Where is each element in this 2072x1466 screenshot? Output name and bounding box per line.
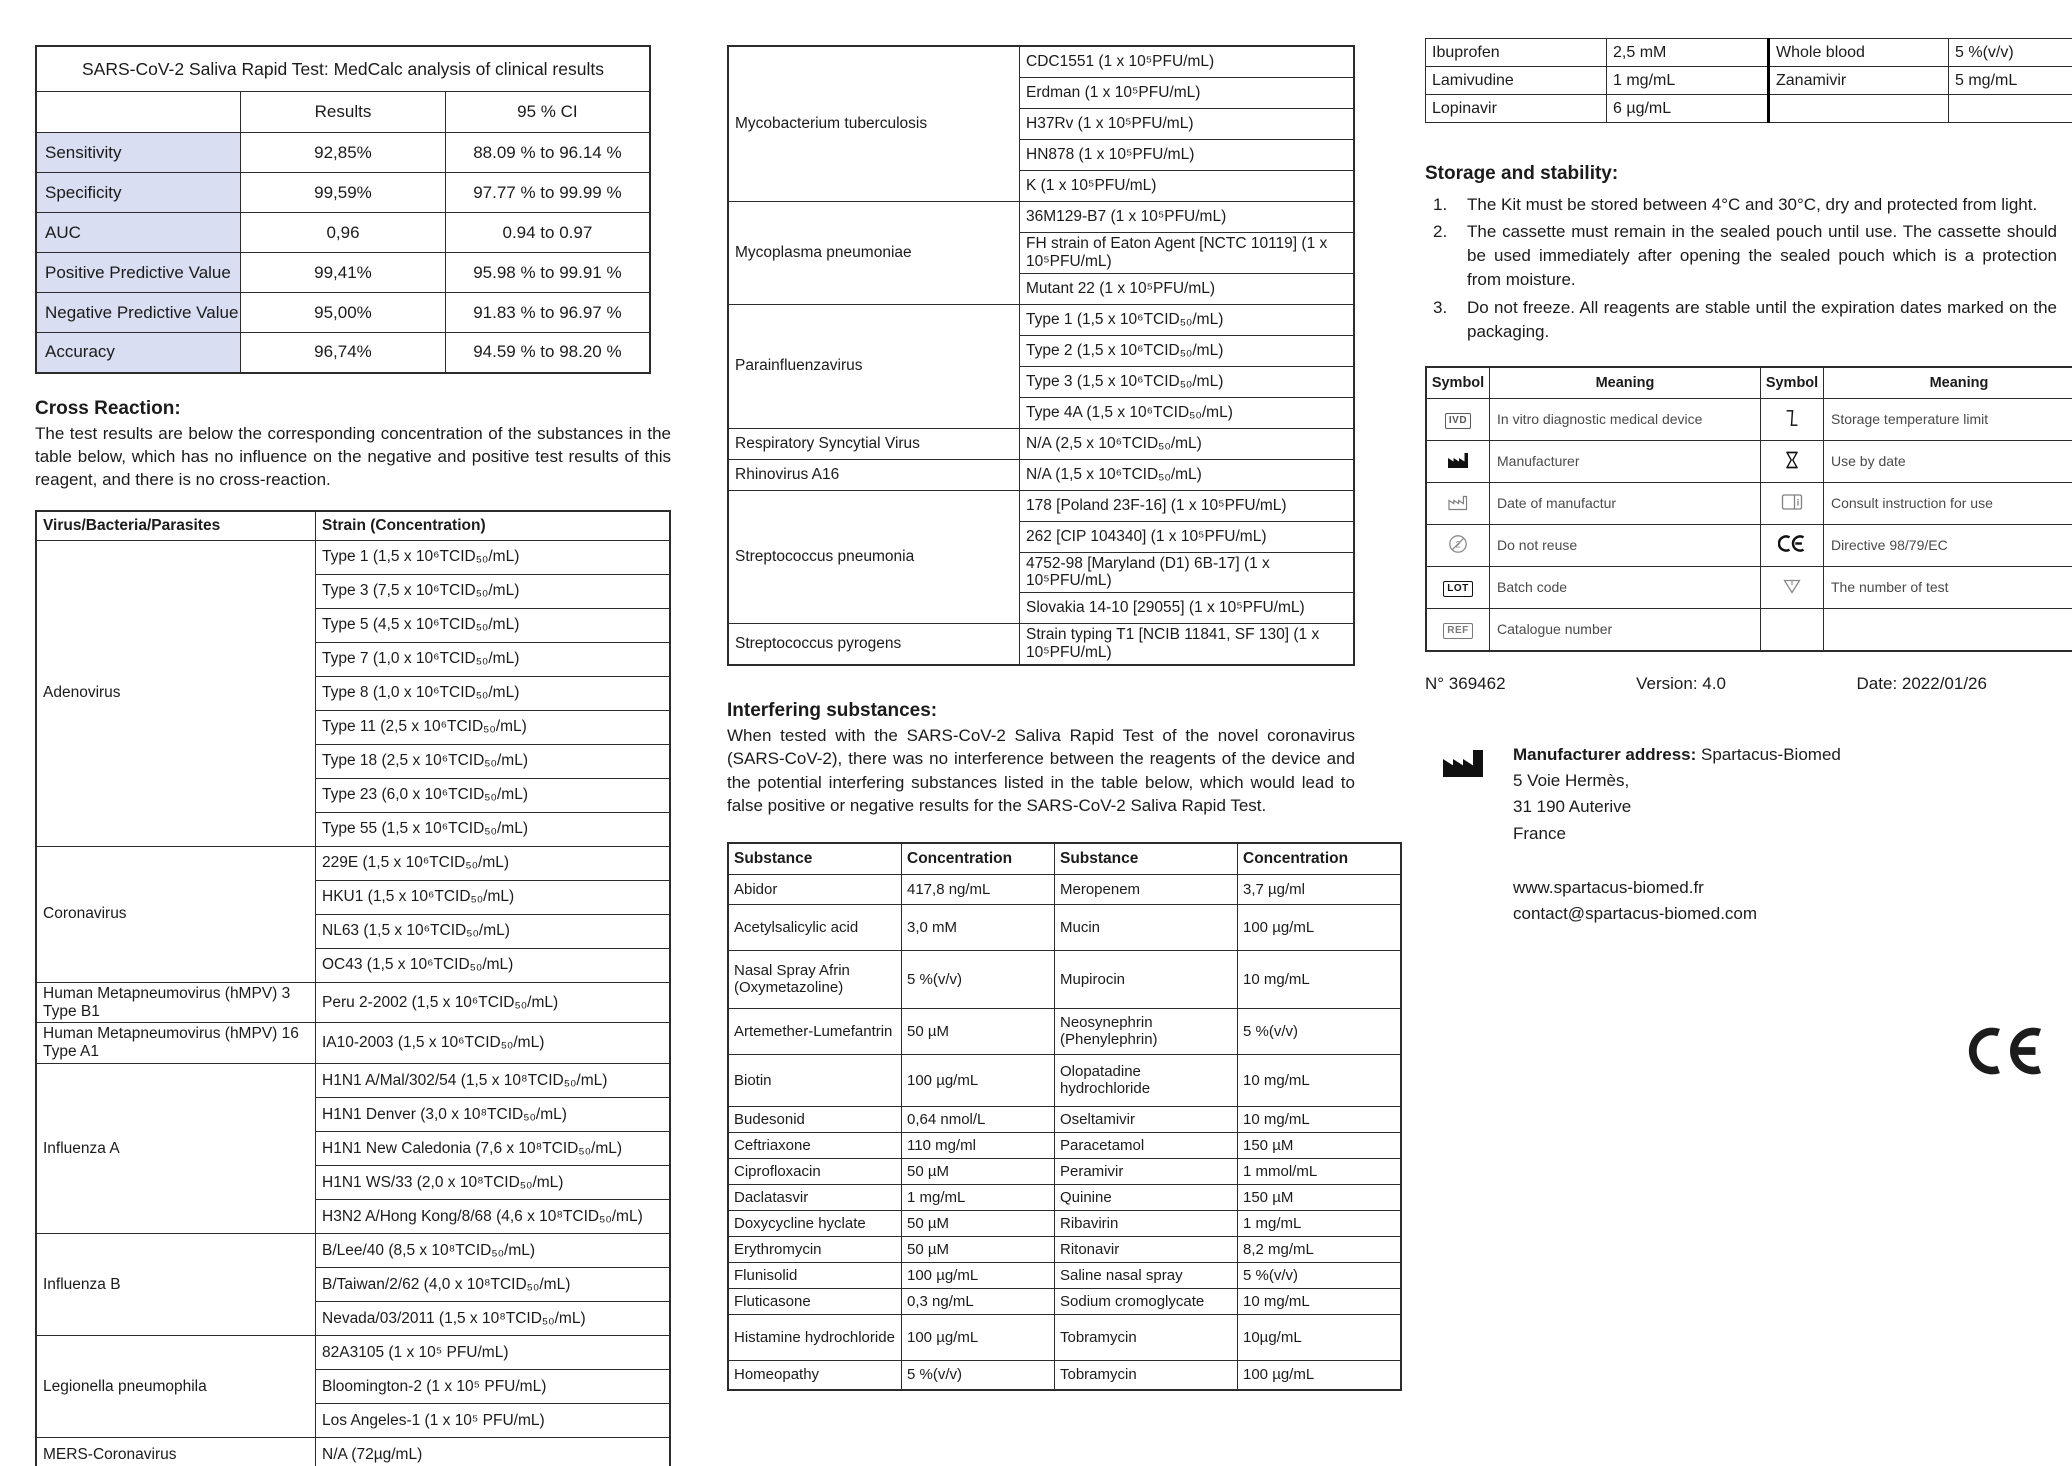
medcalc-header-blank [36, 92, 241, 133]
manufacturer-icon [1426, 440, 1490, 482]
pathogen-name-cell: Influenza B [36, 1234, 316, 1336]
symbol-meaning-cell: In vitro diagnostic medical device [1490, 398, 1761, 440]
pathogen-name-cell: Mycoplasma pneumoniae [728, 202, 1020, 305]
cross-reaction-table-left [35, 510, 671, 1466]
concentration-cell: 5 %(v/v) [902, 950, 1055, 1008]
substance-cell: Fluticasone [728, 1288, 902, 1314]
strain-cell: Los Angeles-1 (1 x 10⁵ PFU/mL) [316, 1404, 671, 1438]
manufacturer-address-lines [1513, 768, 2057, 847]
right-column [1425, 38, 2057, 928]
metric-ci: 94.59 % to 98.20 % [445, 333, 650, 373]
manufacturer-name: Spartacus-Biomed [1701, 744, 1841, 764]
metric-label: AUC [36, 213, 241, 253]
manufacturer-address-line: 31 190 Auterive [1513, 797, 1632, 817]
symbols-header-meaning-1: Meaning [1490, 367, 1761, 399]
cross-reaction-row [728, 428, 1354, 459]
consult-instructions-icon [1761, 482, 1824, 524]
pathogen-name-cell: Parainfluenzavirus [728, 304, 1020, 428]
substance-cell: Paracetamol [1055, 1132, 1238, 1158]
cross-reaction-row [728, 304, 1354, 335]
interfering-substances-paragraph: When tested with the SARS-CoV-2 Saliva Rapid Test of the novel coronavirus (SARS-CoV-2), there was no interference between the reagents of the device and the potential interfering substances listed in the table below, which would lead to false positive or negative results for the SARS-CoV-2 Saliva Rapid Test. [727, 725, 1355, 816]
strain-cell: N/A (1,5 x 10⁶TCID₅₀/mL) [1020, 459, 1355, 490]
symbol-meaning-cell: Catalogue number [1490, 608, 1761, 651]
temperature-limit-icon [1761, 398, 1824, 440]
symbol-icon-cell-empty [1761, 608, 1824, 651]
substance-cell: Histamine hydrochloride [728, 1314, 902, 1360]
strain-cell: Mutant 22 (1 x 10⁵PFU/mL) [1020, 273, 1355, 304]
strain-cell: Type 7 (1,0 x 10⁶TCID₅₀/mL) [316, 642, 671, 676]
symbols-header-row [1426, 367, 2072, 399]
storage-heading: Storage and stability: [1425, 163, 1619, 184]
interfering-row [728, 1054, 1401, 1106]
pathogen-name-cell: MERS-Coronavirus [36, 1438, 316, 1466]
concentration-cell: 10 mg/mL [1238, 1106, 1402, 1132]
metric-ci: 97.77 % to 99.99 % [445, 173, 650, 213]
interfering-row [728, 904, 1401, 950]
metric-result: 99,41% [241, 253, 446, 293]
strain-cell: Type 1 (1,5 x 10⁶TCID₅₀/mL) [316, 540, 671, 574]
concentration-cell: 50 µM [902, 1210, 1055, 1236]
substance-cell: Tobramycin [1055, 1360, 1238, 1390]
symbol-meaning-cell: Directive 98/79/EC [1824, 524, 2072, 566]
metric-ci: 0.94 to 0.97 [445, 213, 650, 253]
substance-cell: Whole blood [1769, 39, 1949, 67]
concentration-cell: 1 mg/mL [1607, 67, 1769, 95]
strain-cell: 229E (1,5 x 10⁶TCID₅₀/mL) [316, 846, 671, 880]
ce-mark-icon [1966, 1026, 2044, 1081]
metric-label: Accuracy [36, 333, 241, 373]
strain-cell: N/A (72µg/mL) [316, 1438, 671, 1466]
strain-cell: CDC1551 (1 x 10⁵PFU/mL) [1020, 46, 1355, 78]
concentration-cell: 5 %(v/v) [1238, 1008, 1402, 1054]
cross-reaction-row [36, 982, 670, 1023]
cross-reaction-header-row [36, 511, 670, 541]
metric-row [36, 213, 650, 253]
substance-cell: Daclatasvir [728, 1184, 902, 1210]
svg-text:i: i [1796, 497, 1800, 508]
strain-cell: 262 [CIP 104340] (1 x 10⁵PFU/mL) [1020, 521, 1355, 552]
interfering-row [728, 950, 1401, 1008]
symbols-row [1426, 566, 2072, 608]
cross-reaction-table-left-body [36, 540, 670, 1466]
strain-cell: 178 [Poland 23F-16] (1 x 10⁵PFU/mL) [1020, 490, 1355, 521]
metric-row [36, 333, 650, 373]
concentration-cell: 150 µM [1238, 1132, 1402, 1158]
do-not-reuse-icon [1426, 524, 1490, 566]
interfering-row [728, 1106, 1401, 1132]
pathogen-name-cell: Coronavirus [36, 846, 316, 982]
substance-cell: Flunisolid [728, 1262, 902, 1288]
strain-cell: 36M129-B7 (1 x 10⁵PFU/mL) [1020, 202, 1355, 233]
substance-cell: Erythromycin [728, 1236, 902, 1262]
strain-cell: HKU1 (1,5 x 10⁶TCID₅₀/mL) [316, 880, 671, 914]
pathogen-name-cell: Streptococcus pneumonia [728, 490, 1020, 624]
interfering-continuation-row [1426, 95, 2072, 123]
symbol-meaning-cell: Consult instruction for use [1824, 482, 2072, 524]
cross-reaction-paragraph: The test results are below the corresponding concentration of the substances in the table below, which has no influence on the negative and positive test results of this reagent, and there is no cross-reaction. [35, 423, 671, 490]
metric-result: 96,74% [241, 333, 446, 373]
substance-cell: Biotin [728, 1054, 902, 1106]
manufacturer-website: www.spartacus-biomed.fr [1513, 878, 1704, 898]
ce-icon [1761, 524, 1824, 566]
cross-reaction-row [36, 1336, 670, 1370]
concentration-cell: 1 mg/mL [902, 1184, 1055, 1210]
interfering-row [728, 1132, 1401, 1158]
interfering-header-substance-2: Substance [1055, 843, 1238, 875]
cross-reaction-row [36, 1023, 670, 1064]
manufacturer-address-heading [1513, 742, 2057, 768]
metric-result: 0,96 [241, 213, 446, 253]
substance-cell: Meropenem [1055, 874, 1238, 904]
cross-reaction-row [728, 490, 1354, 521]
strain-cell: B/Taiwan/2/62 (4,0 x 10⁸TCID₅₀/mL) [316, 1268, 671, 1302]
concentration-cell: 5 %(v/v) [902, 1360, 1055, 1390]
release-version: Version: 4.0 [1636, 673, 1726, 693]
substance-cell: Lopinavir [1426, 95, 1607, 123]
strain-cell: NL63 (1,5 x 10⁶TCID₅₀/mL) [316, 914, 671, 948]
substance-cell: Ciprofloxacin [728, 1158, 902, 1184]
interfering-table-body [728, 874, 1401, 1390]
release-date: Date: 2022/01/26 [1856, 673, 1987, 693]
concentration-cell: 1 mmol/mL [1238, 1158, 1402, 1184]
interfering-continuation-row [1426, 67, 2072, 95]
strain-cell: N/A (2,5 x 10⁶TCID₅₀/mL) [1020, 428, 1355, 459]
pathogen-name-cell: Human Metapneumovirus (hMPV) 16 Type A1 [36, 1023, 316, 1064]
substance-cell: Mupirocin [1055, 950, 1238, 1008]
strain-cell: 4752-98 [Maryland (D1) 6B-17] (1 x 10⁵PFU/mL) [1020, 552, 1355, 593]
substance-cell: Zanamivir [1769, 67, 1949, 95]
strain-cell: Bloomington-2 (1 x 10⁵ PFU/mL) [316, 1370, 671, 1404]
interfering-continuation-row [1426, 39, 2072, 67]
pathogen-name-cell: Adenovirus [36, 540, 316, 846]
interfering-substances-heading: Interfering substances: [727, 699, 938, 721]
substance-cell: Oseltamivir [1055, 1106, 1238, 1132]
interfering-header-concentration-1: Concentration [902, 843, 1055, 875]
number-of-test-icon [1761, 566, 1824, 608]
pathogen-name-cell: Streptococcus pyrogens [728, 624, 1020, 665]
strain-cell: Type 11 (2,5 x 10⁶TCID₅₀/mL) [316, 710, 671, 744]
manufacturer-email: contact@spartacus-biomed.com [1513, 904, 1758, 924]
symbol-meaning-cell: Storage temperature limit [1824, 398, 2072, 440]
lot-icon: LOT [1426, 566, 1490, 608]
strain-cell: H3N2 A/Hong Kong/8/68 (4,6 x 10⁸TCID₅₀/mL) [316, 1200, 671, 1234]
concentration-cell: 3,0 mM [902, 904, 1055, 950]
concentration-cell: 2,5 mM [1607, 39, 1769, 67]
substance-cell: Tobramycin [1055, 1314, 1238, 1360]
substance-cell: Lamivudine [1426, 67, 1607, 95]
substance-cell: Neosynephrin (Phenylephrin) [1055, 1008, 1238, 1054]
release-number: N° 369462 [1425, 673, 1506, 693]
interfering-continuation-body [1426, 39, 2072, 123]
left-column [35, 40, 671, 1466]
strain-cell: K (1 x 10⁵PFU/mL) [1020, 171, 1355, 202]
cross-header-strain: Strain (Concentration) [316, 511, 671, 541]
medcalc-title-row [36, 46, 650, 92]
substance-cell: Mucin [1055, 904, 1238, 950]
manufacturer-address-line: France [1513, 823, 1566, 843]
medcalc-header-row [36, 92, 650, 133]
strain-cell: Type 3 (1,5 x 10⁶TCID₅₀/mL) [1020, 366, 1355, 397]
interfering-row [728, 1008, 1401, 1054]
strain-cell: Type 1 (1,5 x 10⁶TCID₅₀/mL) [1020, 304, 1355, 335]
symbol-meaning-cell: The number of test [1824, 566, 2072, 608]
interfering-continuation-table [1425, 38, 2072, 123]
concentration-cell: 417,8 ng/mL [902, 874, 1055, 904]
cross-header-pathogen: Virus/Bacteria/Parasites [36, 511, 316, 541]
strain-cell: OC43 (1,5 x 10⁶TCID₅₀/mL) [316, 948, 671, 982]
medcalc-header-ci: 95 % CI [445, 92, 650, 133]
concentration-cell: 100 µg/mL [1238, 1360, 1402, 1390]
symbols-row [1426, 482, 2072, 524]
substance-cell: Acetylsalicylic acid [728, 904, 902, 950]
substance-cell: Saline nasal spray [1055, 1262, 1238, 1288]
concentration-cell: 0,64 nmol/L [902, 1106, 1055, 1132]
substance-cell: Homeopathy [728, 1360, 902, 1390]
storage-item [1425, 220, 2057, 292]
interfering-row [728, 1184, 1401, 1210]
strain-cell: Peru 2-2002 (1,5 x 10⁶TCID₅₀/mL) [316, 982, 671, 1023]
metric-row [36, 173, 650, 213]
storage-item [1425, 296, 2057, 344]
cross-reaction-row [36, 1064, 670, 1098]
symbols-header-symbol-2: Symbol [1761, 367, 1824, 399]
pathogen-name-cell: Legionella pneumophila [36, 1336, 316, 1438]
strain-cell: H1N1 New Caledonia (7,6 x 10⁸TCID₅₀/mL) [316, 1132, 671, 1166]
metric-label: Specificity [36, 173, 241, 213]
cross-reaction-heading: Cross Reaction: [35, 397, 181, 419]
substance-cell: Sodium cromoglycate [1055, 1288, 1238, 1314]
substance-cell: Doxycycline hyclate [728, 1210, 902, 1236]
interfering-row [728, 1236, 1401, 1262]
concentration-cell: 100 µg/mL [902, 1262, 1055, 1288]
interfering-row [728, 874, 1401, 904]
symbols-row [1426, 608, 2072, 651]
substance-cell: Ibuprofen [1426, 39, 1607, 67]
substance-cell: Artemether-Lumefantrin [728, 1008, 902, 1054]
concentration-cell: 110 mg/ml [902, 1132, 1055, 1158]
cross-reaction-row [36, 540, 670, 574]
substance-cell: Ceftriaxone [728, 1132, 902, 1158]
storage-item-text: The Kit must be stored between 4°C and 30°C, dry and protected from light. [1467, 195, 2038, 214]
strain-cell: Type 8 (1,0 x 10⁶TCID₅₀/mL) [316, 676, 671, 710]
symbol-meaning-cell: Do not reuse [1490, 524, 1761, 566]
metric-result: 92,85% [241, 133, 446, 173]
interfering-header-concentration-2: Concentration [1238, 843, 1402, 875]
concentration-cell: 100 µg/mL [1238, 904, 1402, 950]
metric-row [36, 253, 650, 293]
storage-list [1425, 193, 2057, 344]
pathogen-name-cell: Rhinovirus A16 [728, 459, 1020, 490]
symbol-meaning-cell: Batch code [1490, 566, 1761, 608]
substance-cell: Ribavirin [1055, 1210, 1238, 1236]
metric-ci: 95.98 % to 99.91 % [445, 253, 650, 293]
concentration-cell: 8,2 mg/mL [1238, 1236, 1402, 1262]
strain-cell: Type 55 (1,5 x 10⁶TCID₅₀/mL) [316, 812, 671, 846]
concentration-cell: 100 µg/mL [902, 1314, 1055, 1360]
medcalc-results-table [35, 45, 651, 374]
strain-cell: B/Lee/40 (8,5 x 10⁸TCID₅₀/mL) [316, 1234, 671, 1268]
substance-cell: Quinine [1055, 1184, 1238, 1210]
concentration-cell: 10 mg/mL [1238, 950, 1402, 1008]
interfering-row [728, 1360, 1401, 1390]
manufacturer-factory-icon [1441, 744, 1487, 788]
strain-cell: Erdman (1 x 10⁵PFU/mL) [1020, 78, 1355, 109]
concentration-cell: 5 %(v/v) [1949, 39, 2072, 67]
substance-cell: Peramivir [1055, 1158, 1238, 1184]
symbol-meaning-cell [1824, 608, 2072, 651]
strain-cell: H1N1 A/Mal/302/54 (1,5 x 10⁸TCID₅₀/mL) [316, 1064, 671, 1098]
strain-cell: Type 2 (1,5 x 10⁶TCID₅₀/mL) [1020, 335, 1355, 366]
symbols-header-symbol-1: Symbol [1426, 367, 1490, 399]
pathogen-name-cell: Influenza A [36, 1064, 316, 1234]
concentration-cell: 5 %(v/v) [1238, 1262, 1402, 1288]
strain-cell: H37Rv (1 x 10⁵PFU/mL) [1020, 109, 1355, 140]
concentration-cell: 10µg/mL [1238, 1314, 1402, 1360]
strain-cell: 82A3105 (1 x 10⁵ PFU/mL) [316, 1336, 671, 1370]
symbol-meaning-cell: Use by date [1824, 440, 2072, 482]
strain-cell: IA10-2003 (1,5 x 10⁶TCID₅₀/mL) [316, 1023, 671, 1064]
concentration-cell: 50 µM [902, 1008, 1055, 1054]
storage-item-text: Do not freeze. All reagents are stable until the expiration dates marked on the packaging. [1467, 297, 2057, 341]
pathogen-name-cell: Mycobacterium tuberculosis [728, 46, 1020, 202]
middle-column [727, 45, 1355, 1391]
interfering-row [728, 1314, 1401, 1360]
interfering-substances-table [727, 842, 1402, 1392]
concentration-cell: 50 µM [902, 1158, 1055, 1184]
storage-item-number: 3. [1433, 297, 1448, 317]
concentration-cell: 0,3 ng/mL [902, 1288, 1055, 1314]
manufacturer-contact [1513, 875, 2057, 928]
svg-text:2: 2 [1455, 539, 1461, 551]
symbol-meaning-cell: Manufacturer [1490, 440, 1761, 482]
cross-reaction-table-right [727, 45, 1355, 666]
strain-cell: Slovakia 14-10 [29055] (1 x 10⁵PFU/mL) [1020, 593, 1355, 624]
concentration-cell: 10 mg/mL [1238, 1054, 1402, 1106]
strain-cell: H1N1 WS/33 (2,0 x 10⁸TCID₅₀/mL) [316, 1166, 671, 1200]
date-of-manufacture-icon [1426, 482, 1490, 524]
medcalc-header-results: Results [241, 92, 446, 133]
strain-cell: Type 3 (7,5 x 10⁶TCID₅₀/mL) [316, 574, 671, 608]
metric-ci: 88.09 % to 96.14 % [445, 133, 650, 173]
strain-cell: Nevada/03/2011 (1,5 x 10⁸TCID₅₀/mL) [316, 1302, 671, 1336]
interfering-row [728, 1158, 1401, 1184]
manufacturer-label: Manufacturer address: [1513, 744, 1697, 764]
interfering-header-substance-1: Substance [728, 843, 902, 875]
cross-reaction-row [728, 202, 1354, 233]
substance-cell: Olopatadine hydrochloride [1055, 1054, 1238, 1106]
symbols-row [1426, 440, 2072, 482]
metric-label: Sensitivity [36, 133, 241, 173]
manufacturer-section [1425, 742, 2057, 928]
metric-label: Positive Predictive Value [36, 253, 241, 293]
metric-row [36, 293, 650, 333]
symbols-table [1425, 366, 2072, 652]
cross-reaction-row [36, 846, 670, 880]
symbols-row [1426, 398, 2072, 440]
substance-cell: Abidor [728, 874, 902, 904]
concentration-cell [1949, 95, 2072, 123]
interfering-row [728, 1288, 1401, 1314]
use-by-date-icon [1761, 440, 1824, 482]
symbols-row [1426, 524, 2072, 566]
pathogen-name-cell: Respiratory Syncytial Virus [728, 428, 1020, 459]
strain-cell: Type 4A (1,5 x 10⁶TCID₅₀/mL) [1020, 397, 1355, 428]
cross-reaction-row [36, 1438, 670, 1466]
strain-cell: Type 18 (2,5 x 10⁶TCID₅₀/mL) [316, 744, 671, 778]
metric-result: 95,00% [241, 293, 446, 333]
substance-cell: Nasal Spray Afrin (Oxymetazoline) [728, 950, 902, 1008]
strain-cell: FH strain of Eaton Agent [NCTC 10119] (1 x 10⁵PFU/mL) [1020, 233, 1355, 274]
storage-item-text: The cassette must remain in the sealed pouch until use. The cassette should be used immediately after opening the sealed pouch which is a protection from moisture. [1467, 222, 2057, 290]
substance-cell: Budesonid [728, 1106, 902, 1132]
medcalc-table-body [36, 133, 650, 373]
ivd-icon: IVD [1426, 398, 1490, 440]
symbols-table-body [1426, 398, 2072, 651]
medcalc-table-title: SARS-CoV-2 Saliva Rapid Test: MedCalc analysis of clinical results [36, 46, 650, 92]
metric-result: 99,59% [241, 173, 446, 213]
cross-reaction-row [728, 459, 1354, 490]
concentration-cell: 5 mg/mL [1949, 67, 2072, 95]
interfering-row [728, 1262, 1401, 1288]
ref-icon: REF [1426, 608, 1490, 651]
metric-row [36, 133, 650, 173]
manufacturer-address-line: 5 Voie Hermès, [1513, 771, 1630, 791]
storage-item-number: 1. [1433, 195, 1448, 214]
interfering-header-row [728, 843, 1401, 875]
cross-reaction-row [36, 1234, 670, 1268]
concentration-cell: 6 µg/mL [1607, 95, 1769, 123]
storage-item-number: 2. [1433, 222, 1448, 242]
substance-cell: Ritonavir [1055, 1236, 1238, 1262]
cross-reaction-row [728, 46, 1354, 78]
substance-cell [1769, 95, 1949, 123]
cross-reaction-table-right-body [728, 46, 1354, 665]
strain-cell: HN878 (1 x 10⁵PFU/mL) [1020, 140, 1355, 171]
strain-cell: Type 5 (4,5 x 10⁶TCID₅₀/mL) [316, 608, 671, 642]
concentration-cell: 10 mg/mL [1238, 1288, 1402, 1314]
pathogen-name-cell: Human Metapneumovirus (hMPV) 3 Type B1 [36, 982, 316, 1023]
storage-item [1425, 193, 2057, 217]
metric-ci: 91.83 % to 96.97 % [445, 293, 650, 333]
metric-label: Negative Predictive Value [36, 293, 241, 333]
concentration-cell: 100 µg/mL [902, 1054, 1055, 1106]
symbols-header-meaning-2: Meaning [1824, 367, 2072, 399]
strain-cell: H1N1 Denver (3,0 x 10⁸TCID₅₀/mL) [316, 1098, 671, 1132]
concentration-cell: 3,7 µg/ml [1238, 874, 1402, 904]
symbol-meaning-cell: Date of manufactur [1490, 482, 1761, 524]
strain-cell: Type 23 (6,0 x 10⁶TCID₅₀/mL) [316, 778, 671, 812]
cross-reaction-row [728, 624, 1354, 665]
release-info-row [1425, 674, 1987, 694]
strain-cell: Strain typing T1 [NCIB 11841, SF 130] (1 x 10⁵PFU/mL) [1020, 624, 1355, 665]
concentration-cell: 1 mg/mL [1238, 1210, 1402, 1236]
concentration-cell: 50 µM [902, 1236, 1055, 1262]
concentration-cell: 150 µM [1238, 1184, 1402, 1210]
interfering-row [728, 1210, 1401, 1236]
